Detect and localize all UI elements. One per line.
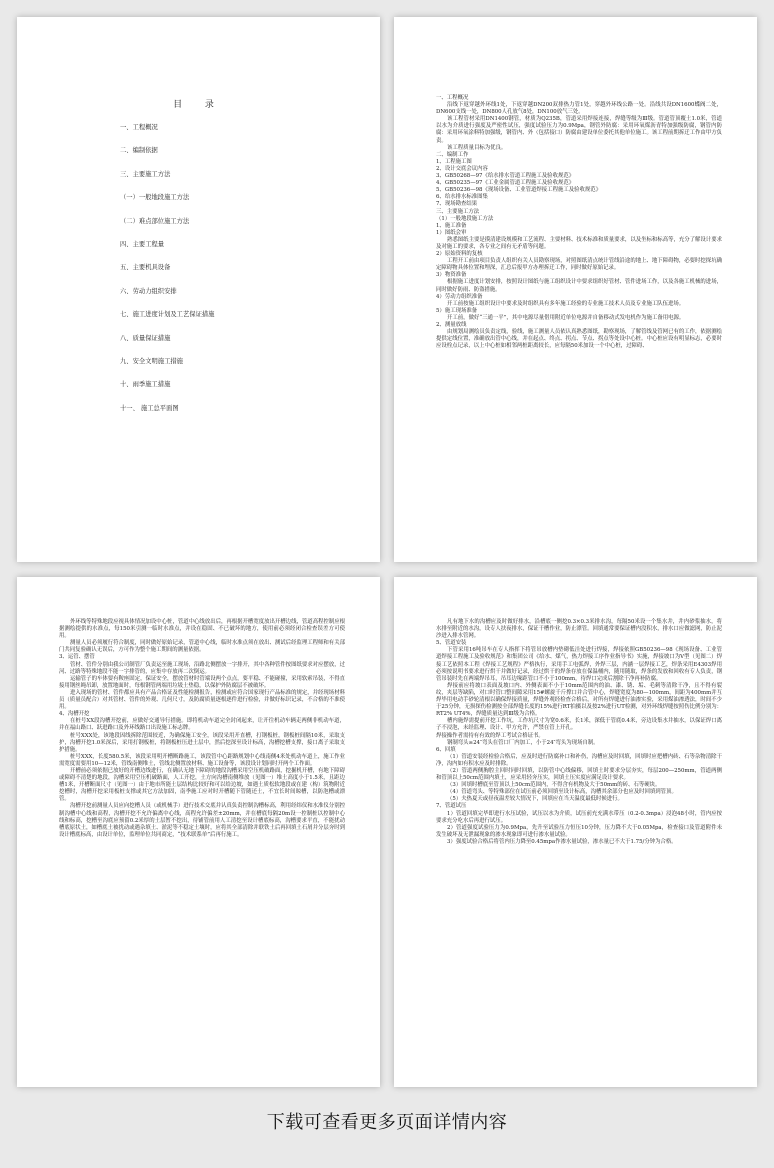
section-heading: 4、沟槽开挖 <box>59 711 90 718</box>
body-paragraph: 熟悉图纸主要是摸清建设规模和工艺流程、主要材料、技术标准和质量要求，以及坐标和标高等，充分了解设计要求及对施工的要求，各专业之间有无矛盾等问题。 <box>436 236 722 250</box>
section-heading: 2）原始资料的复核 <box>436 251 483 258</box>
section-heading: 5、管道安装 <box>436 640 467 647</box>
body-paragraph: 1）管道回填完毕即进行水压试验，试压以水为介质，试压前充充满水带压（0.2-0.3mpa）浸泡48小时，管内应按要求充分吃水后再进行试压。 <box>436 810 722 824</box>
body-paragraph: 管材、管件分别由我公司制管厂负责运至施工现场，沿路北侧摆放一字排开，其中各种管件按图纸要求对应摆放，过河、过路等特殊地段不能一字排管的，应集中存放再二次倒运。 <box>59 661 345 675</box>
section-heading: 7、管道试压 <box>436 803 467 810</box>
document-page-toc <box>17 17 380 562</box>
body-paragraph: 该工程质量目标为优良。 <box>447 144 507 151</box>
page-2-body <box>436 95 722 350</box>
toc-item: 六、劳动力组织安排 <box>120 287 177 295</box>
toc-item: 七、施工进度计划及工艺保证措施 <box>120 311 215 319</box>
body-paragraph: 由规划局测绘员负责定线，验线，施工测量人员依认真熟悉图纸，勘察现场，了解管线及管网已有的工作，依据测绘提供定线位置，准确放出管中心线，并在起点、终点、拐点、节点、拐点等处设中心桩。中心桩应设有明显标志，必要时应设栓点记录，以上中心桩如相邻两桩距离较长，应每隔50米加设一个中心桩，过障碍、 <box>436 329 722 350</box>
download-caption[interactable]: 下载可查看更多页面详情内容 <box>266 1112 508 1133</box>
section-heading: 2、设计交底会议内容 <box>436 165 488 172</box>
body-paragraph: 运输管子的车体要有鞍座固定，保证安全，摆放管材时管端设两个点点，要平稳、不能碰撞，采用软索吊装，不得直接用钢丝绳吊卸，放置地面时，每根钢管两端用垃圾土垫稳，以保护外防腐层不被破坏。 <box>59 675 345 689</box>
body-paragraph: （2）管道两侧胸腔主回时同时回填，以防管中心线偏移，回填土时要求分层夯实，每层200—250mm，管道两侧和管顶以上50cm范围内填土，应采用轻夯压实，回填土压实度应满足设计要求。 <box>436 767 722 782</box>
page-4-body <box>436 619 722 846</box>
toc-title: 目 录 <box>173 100 224 110</box>
section-heading: 三、主要施工方法 <box>436 208 480 215</box>
body-paragraph: 测量人员必须履行符合制度，同时做好原始记录，管道中心线，临时水准点须在放出、测试后经监理工程师和有关部门共同复验确认无误后，方可作为整个施工期间的测量依据。 <box>59 640 345 654</box>
section-heading: 5、GB50236—98《现场设备、工业管道焊接工程施工及验收规范》 <box>436 187 602 194</box>
section-heading: 6、给水排水标准图集 <box>436 194 488 201</box>
body-paragraph: 沿线下返穿越外环线1处，下返穿越DN200双排热力管1处，穿越外环线公路一处。沿线共设DN1600蝶阀二处，DN600支线一处，DN800人孔放气8处，DN100放气三处。 <box>436 102 722 116</box>
section-heading: 二、编制工作 <box>436 151 469 158</box>
section-heading: 3、GB50268—97《给水排水管道工程施工及验收规范》 <box>436 173 575 180</box>
section-heading: （1）一般地段施工方法 <box>436 215 494 222</box>
body-paragraph: 在桩号XX段沟槽开挖前，应做好交通导行措施。即将机动车道完全封闭起来，让开往机动车辆走两侧非机动车道，并在福山路口、跃进路口及外环线路口出设施工标志牌。 <box>59 718 345 732</box>
body-paragraph: （5）夫热夏天或昼夜温差较大情况下，回填应在当天温度最低时候进行。 <box>447 796 623 803</box>
toc-item: 十、雨季施工措施 <box>120 381 171 389</box>
section-heading: 7、现场勘查结果 <box>436 201 478 208</box>
body-paragraph: 工程开工前由项目负责人组织有关人员勘察现场，对照图纸清点统计管线沿途的地上、地下障碍物，必要时挖探坑确定障碍物具体位置和埋深，汇总后报甲方办理拆迁工作，同时做好原始记录。 <box>436 258 722 272</box>
body-paragraph: 开槽前必须依据已放好的开槽边线进行，在确认无地下障碍的地段沟槽采用空压机破路面，挖掘机开槽，有地下障碍或障碍不清楚的地段，沟槽采用空压机破路面，人工开挖，土方向沟槽南侧堆放（见图一）堆土高度小于1.5米，且距边槽1米，开槽断面尺寸（见图一）由于地市所能土层结构比较好和可以给边坡，如遇土质松软地段或在建（构）筑物附近挖槽时，沟槽开挖采用板桩支撑或其它方法加固，南季施工应对时开槽随下管随还土，不宜长时间晾槽，以防泡槽或漂管。 <box>59 767 345 803</box>
body-paragraph: 3）强度试验合格后将管内压力降至0.45mpa作渗水量试验，渗水量已不大于1.75/分钟为合格。 <box>447 838 677 845</box>
page-3-body <box>59 619 345 839</box>
body-paragraph: （1）管道安装经检验合格后，应及时进行防腐补口和补伤，沟槽应及时回填，回填时应把槽内砖、石等杂物清除干净，沟内如有积水应及时排除。 <box>436 753 722 767</box>
document-page-4 <box>394 577 757 1087</box>
body-paragraph: 槽内施焊需提前开挖工作坑，工作坑尺寸为宽0.6米，长1米，深低于管底0.4米，旁边设集水井抽水，以保证焊口离子不浸泡，未经监理、设计、甲方允许，严禁在管上开孔。 <box>436 718 722 732</box>
document-page-2 <box>394 17 757 562</box>
section-heading: 2、测量放线 <box>436 322 467 328</box>
toc-item: 一、工程概况 <box>120 124 158 131</box>
body-paragraph: （3）回填时槽底至管顶以上50cm范围内，不得含有机物及大于50mm的砖、石等硬块。 <box>447 782 661 789</box>
toc-item: 十一、 施工总平面图 <box>120 404 179 412</box>
section-heading: 3）物资准备 <box>436 272 467 279</box>
toc-item: （一）一般地段施工方法 <box>120 194 190 202</box>
body-paragraph: （4）管道弯头、等特殊部位在试压前必须回填至设计标高，沟槽其余部分也应及时回填到管顶。 <box>447 789 677 796</box>
section-heading: 4、GB50235—97《工业金属管道工程施工及验收规范》 <box>436 180 575 187</box>
toc-item: 九、安全文明施工措施 <box>120 357 183 365</box>
body-paragraph: 进入现场的管材、管件都应具有产品合格证及性能检测报告，检测或应符合国家现行产品标准的规定，并经现场材料员（质量员配合）对其管材、管件的外观、几何尺寸，及防腐质量逐根逐件进行检验，并做好标识记录，不合格的不准使用。 <box>59 689 345 711</box>
body-paragraph: 开工前，做好“三通一平”，其中电源尽量借用附近单位电源并自备移动式发电机作为施工备用电源。 <box>447 314 685 321</box>
toc-item: 八、质量保证措施 <box>120 334 171 342</box>
body-paragraph: 根据施工进度计划安排，按照设计图纸与施工组织设计中要求组织好管材、管件进场工作，以及各施工机械的进场，同时做好防雨、防盗措施。 <box>436 279 722 293</box>
body-paragraph: 钢制弯头≥24″弯头在管口厂内加工，小于24″弯头为现场自制。 <box>447 739 599 746</box>
toc-list <box>120 125 214 429</box>
toc-item: 二、编制依据 <box>120 147 158 155</box>
body-paragraph: 桩号XXX，长度580.5米，该段采用明开槽断路施工，该段管中心距路规划中心线南侧4米处机动车道上，施工作业需宽度需要用10—12米，管线南侧堆土，管线北侧置放材料、施工设备等，该段设计划同时开两个工作面。 <box>59 753 345 767</box>
document-page-3 <box>17 577 380 1087</box>
section-heading: 3、运管、摆管 <box>59 654 95 661</box>
section-heading: 1、施工准备 <box>436 222 467 229</box>
section-heading: 一、工程概况 <box>436 95 469 101</box>
section-heading: 6、回填 <box>436 746 456 753</box>
section-heading: 4）劳动力组织准备 <box>436 293 483 300</box>
section-heading: 焊接操作者需持有有效的焊工考试合格证书。 <box>436 732 544 739</box>
toc-item: 三、主要施工方法 <box>120 170 171 178</box>
body-paragraph: 下管采用16吨吊车在专人指挥下将管吊放槽内垫砌低洼处进行焊接，焊接依照GB50236—98《现场设备、工业管道焊接工程施工及验收规范》和集团公司《给水、煤气，热力焊接工序作业指导书》实施，焊接坡口为V型（见图二）焊接工艺依照本工程《焊接工艺规程》严格执行，采用手工电弧焊，外焊三层，内涵一层焊接工艺，焊条采用E4303焊用必须按说明书要求进行烘干并做好记录，经过烘干的焊条存放在保温桶内，随用随取，焊条的发放和回收有专人负责，钢管吊装时先在两端焊吊耳，吊耳边缘距管口不小于100mm，待焊口完成后割除干净再补防腐。 <box>436 647 722 682</box>
body-paragraph: 2）管道强度试验压力为0.9Mpa，先升至试验压力恒压10分钟，压力降不大于0.05Mpa，检查接口及管道附件未发生破坏及无泄漏现象的渗水现象即可进行渗水量试验。 <box>436 824 722 838</box>
body-paragraph: 沟槽开挖前测量人员应向挖槽人员（或机械手）进行技术交底并认真负责控制沟槽标高，利用经纬仪和水准仪分别控制沟槽中心线和高程，沟槽开挖不允许偏离中心线，高程允许偏差±20mm，并在槽底每隔20m设一控制桩以控制中心线和标高，挖槽至沟底应预留0.2米厚的土层暂不挖出，待铺管前用人工清挖至设计槽底标高，沟槽要求平直，不能扰动槽底原状土，如槽底土被扰动或遇杂填土、淤泥等不稳定土壤时，应将其全部清除并联铁土后再回填土石屑并分层夯时到设计槽底标高，由设计单位，监理单位共同商定，“技术联系单”后再行施工。 <box>59 803 345 838</box>
body-paragraph: 该工程管材采用DN1400钢管，材质为Q235B，管道采用焊接连接，焊缝等级为Ⅲ级。管道管顶覆土1.0米，管道以水为介质进行强度及严密性试压，强度试验压力为0.9Mpa，钢管外防腐：采用环氧煤沥青特加强级防腐，钢管内防腐：采用环氧涂料特加强级，钢管内、外（包括接口）防腐由建设单位委托其他单位施工。该工程前期拆迁工作由甲方负责。 <box>436 116 722 144</box>
toc-item: 五、主要机具设备 <box>120 264 171 272</box>
toc-item: 四、主要工程量 <box>120 240 165 248</box>
toc-item: （二）难点部位施工方法 <box>120 217 190 225</box>
section-heading: 1、工程施工图 <box>436 158 472 165</box>
section-heading: 5）施工现场准备 <box>436 307 478 314</box>
body-paragraph: 外环线等特殊地段应视具体情况加设中心桩，管道中心线放出后，再根据开槽宽度放出开槽边线，管道高程控制应根据测绘提供的水准点，每150米引测一临时水准点，并设在稳固、不已破坏的地方，使用前必须经闭合检查误差方可使用。 <box>59 619 345 640</box>
body-paragraph: 桩号XXX处，该地段因线拆除范围较近，为确保施工安全，该段采用开直槽，打钢板桩，钢板桩间隔10米，采取支护，沟槽开挖1.0米深后，采用打钢板桩，将钢板桩压进土层中，然后挖深至设计标高，沟槽挖槽支撑，接口离子采取支护措施。 <box>59 732 345 753</box>
section-heading: 1）图纸会审 <box>436 229 467 236</box>
body-paragraph: 开工前按施工组织设计中要求及时组织具有多年施工经验的专业施工技术人员及专业施工队伍进场。 <box>447 300 685 307</box>
body-paragraph: 焊接前应将坡口表面及坡口内、外侧表面不小于10mm范围内的油、漆、锈、垢、毛刺等清除干净，且不得有裂纹，夹层等缺陷，对口时管口整间隙采用15#螺旋千斤撑口并合管中心，焊缝宽度为80—100mm，间距为400mm并互焊毕用电动手砂轮清根以确保焊接质量，焊缝外观经检查合格后，对所有焊缝进行油渗实验，采用煤油渗透法，时间不少于25分钟，无损探伤检测按全部焊缝长度的15%进行RT拍摄以及按2%进行UT检测，对外环线焊缝按照伤比例分别为：RT2% UT4%，焊缝质量达到Ⅲ级为合格。 <box>436 682 722 718</box>
body-paragraph: 凡有地下水的沟槽应及时做好排水，沿槽底一侧挖0.3×0.3米排水沟，每隔50米设一个集水井，井内砂浆抽水，将水排至附近的水沟，设专人扶夜排水，保证干槽作业，防止漂管。回填通常要保证槽内没积水，排水口应做滤网，防止泥沙进入排水管网。 <box>436 619 722 640</box>
